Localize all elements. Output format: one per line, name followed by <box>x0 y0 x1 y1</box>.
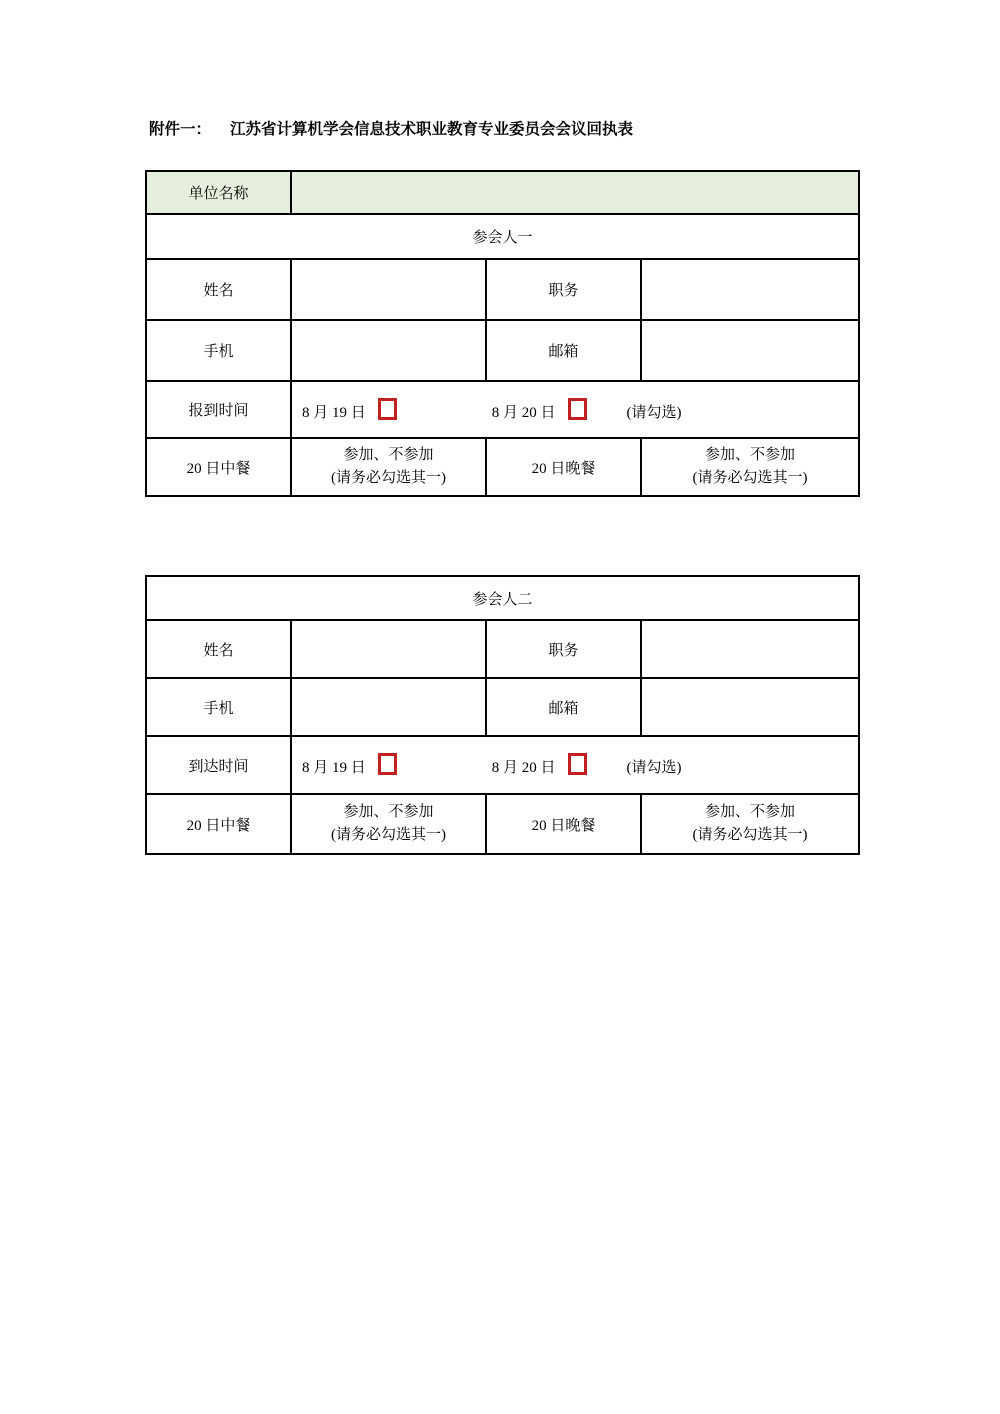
page-title <box>149 121 633 139</box>
attendee1-date-aug19-label: 8 月 19 日 <box>302 404 366 421</box>
attendee1-lunch-note: (请务必勾选其一) <box>331 470 446 486</box>
attendee1-table <box>145 170 860 497</box>
attendee2-tick-hint: (请勾选) <box>626 760 682 776</box>
attendee2-job-value-cell[interactable] <box>641 620 859 678</box>
attendee2-dinner-label: 20 日晚餐 <box>486 794 641 854</box>
attendee2-mobile-value-cell[interactable] <box>291 678 486 736</box>
attendee1-dinner-note: (请务必勾选其一) <box>692 470 808 486</box>
attendee1-checkin-time-label: 报到时间 <box>146 381 291 438</box>
attendee2-lunch-note: (请务必勾选其一) <box>331 827 446 843</box>
attendee1-date-aug20-label: 8 月 20 日 <box>491 404 556 421</box>
attendee1-checkin-date-cell <box>291 381 859 438</box>
attendee2-email-value-cell[interactable] <box>641 678 859 736</box>
attendee2-date-aug19-label: 8 月 19 日 <box>302 760 366 776</box>
attendee2-aug19-checkbox[interactable] <box>378 753 397 775</box>
attendee2-aug20-checkbox[interactable] <box>568 753 587 775</box>
attendee2-arrival-date-cell <box>291 736 859 794</box>
attendee2-name-value-cell[interactable] <box>291 620 486 678</box>
attendee2-arrival-time-label: 到达时间 <box>146 736 291 794</box>
attendee1-name-label: 姓名 <box>146 259 291 320</box>
attendee1-lunch-choice-cell[interactable] <box>291 438 486 496</box>
attendee2-table <box>145 575 860 855</box>
attendee2-mobile-label: 手机 <box>146 678 291 736</box>
attendee2-lunch-choice-cell[interactable] <box>291 794 486 854</box>
attendee1-dinner-options: 参加、不参加 <box>705 447 796 463</box>
attendee1-job-label: 职务 <box>486 259 641 320</box>
attachment-label: 附件一： <box>149 121 212 138</box>
attendee2-dinner-options: 参加、不参加 <box>705 804 796 820</box>
attendee1-lunch-label: 20 日中餐 <box>146 438 291 496</box>
attendee1-dinner-choice-cell[interactable] <box>641 438 859 496</box>
attendee1-section-header: 参会人一 <box>146 214 859 259</box>
document-title-text: 江苏省计算机学会信息技术职业教育专业委员会会议回执表 <box>230 121 634 138</box>
attendee2-name-label: 姓名 <box>146 620 291 678</box>
unit-name-value-cell[interactable] <box>291 171 859 214</box>
attendee2-date-aug20-label: 8 月 20 日 <box>491 760 556 776</box>
attendee2-email-label: 邮箱 <box>486 678 641 736</box>
attendee1-name-value-cell[interactable] <box>291 259 486 320</box>
attendee2-lunch-label: 20 日中餐 <box>146 794 291 854</box>
attendee2-lunch-options: 参加、不参加 <box>343 804 434 820</box>
attendee1-job-value-cell[interactable] <box>641 259 859 320</box>
attendee1-mobile-label: 手机 <box>146 320 291 381</box>
attendee1-dinner-label: 20 日晚餐 <box>486 438 641 496</box>
unit-name-label: 单位名称 <box>146 171 291 214</box>
attendee1-lunch-options: 参加、不参加 <box>343 447 434 463</box>
attendee1-aug20-checkbox[interactable] <box>568 398 587 420</box>
attendee1-email-value-cell[interactable] <box>641 320 859 381</box>
attendee2-job-label: 职务 <box>486 620 641 678</box>
attendee1-aug19-checkbox[interactable] <box>378 398 397 420</box>
attendee2-dinner-note: (请务必勾选其一) <box>692 827 808 843</box>
attendee1-email-label: 邮箱 <box>486 320 641 381</box>
attendee2-dinner-choice-cell[interactable] <box>641 794 859 854</box>
attendee2-section-header: 参会人二 <box>146 576 859 620</box>
attendee1-tick-hint: (请勾选) <box>626 404 682 421</box>
attendee1-mobile-value-cell[interactable] <box>291 320 486 381</box>
